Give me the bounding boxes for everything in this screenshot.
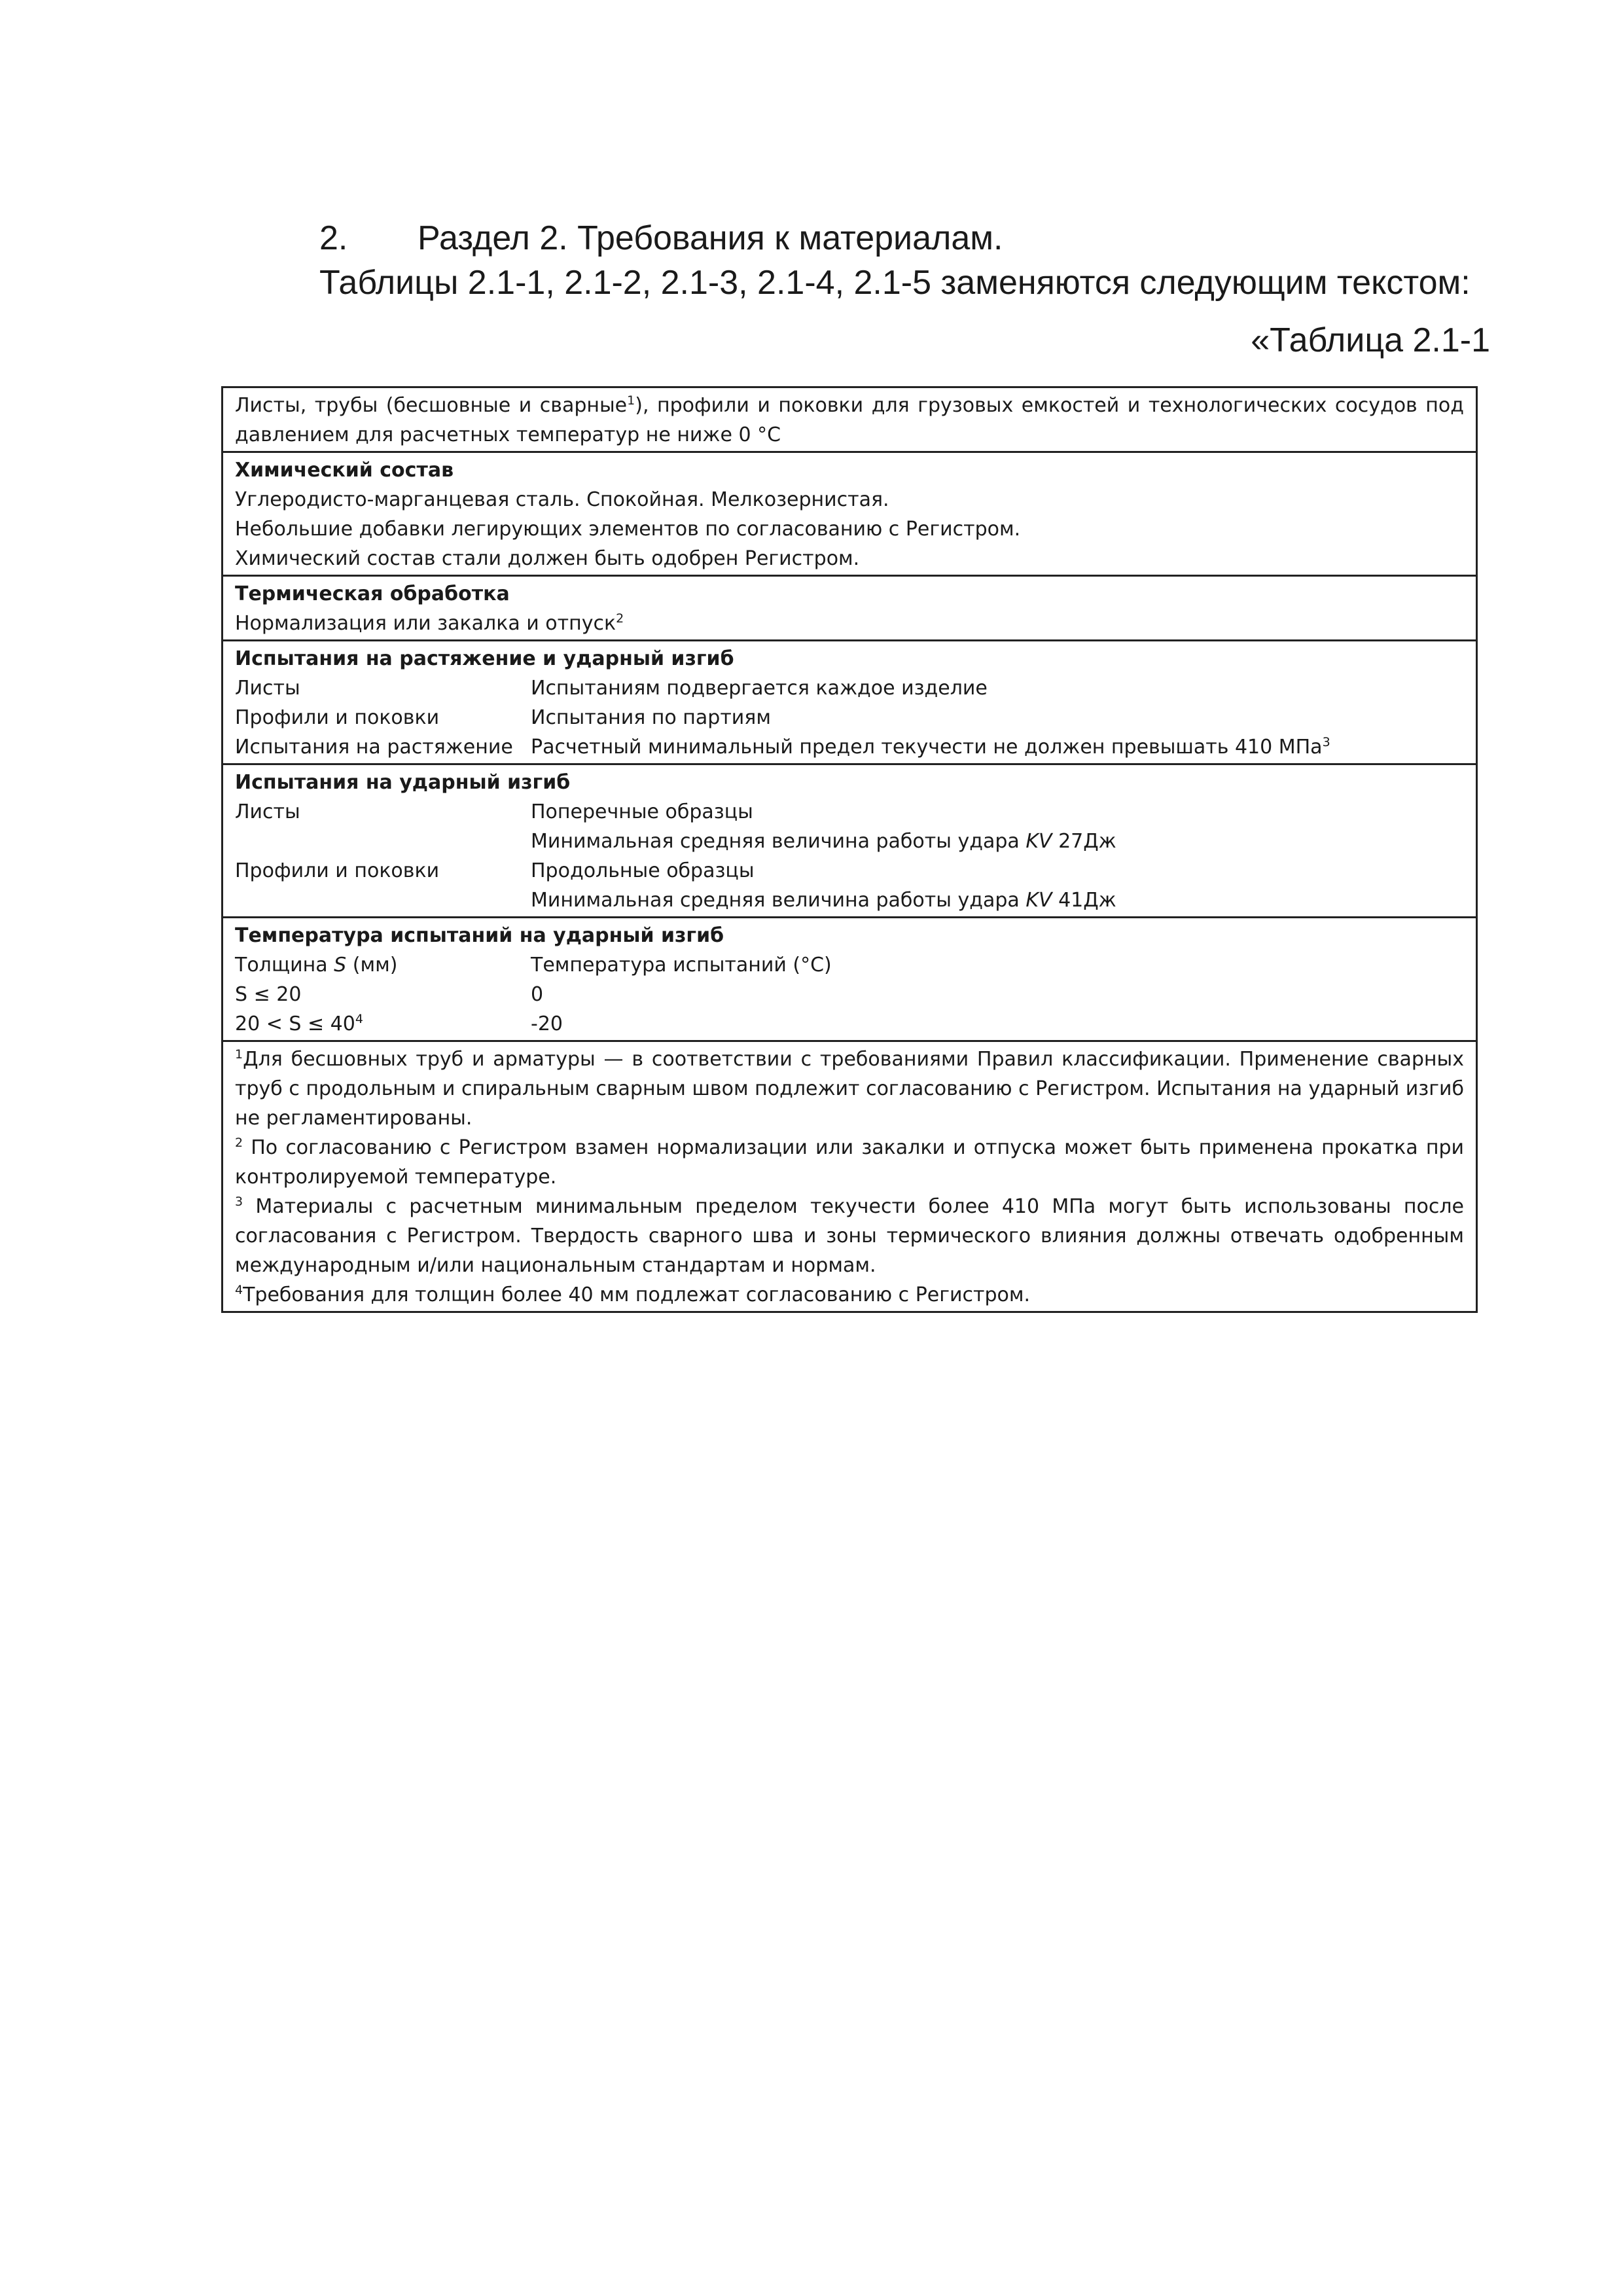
heat-section (223, 576, 1477, 641)
temp-row-label: S ≤ 20 (235, 983, 302, 1006)
temp-title: Температура испытаний на ударный изгиб (235, 924, 724, 947)
chem-cell (223, 452, 1477, 576)
impact-energy-prefix: Минимальная средняя величина работы удара (531, 889, 1026, 912)
temp-row-value: 0 (531, 983, 544, 1006)
impact-row-value: Поперечные образцы (531, 800, 753, 823)
impact-section (223, 764, 1477, 918)
impact-row-label-empty (235, 886, 531, 915)
footnote (235, 1280, 1464, 1310)
tensile-title: Испытания на растяжение и ударный изгиб (235, 647, 734, 670)
section-subtitle: Таблицы 2.1-1, 2.1-2, 2.1-3, 2.1-4, 2.1-5 заменяются следующим текстом: (319, 264, 1471, 302)
intro-text-b: ), профили и поковки для грузовых емкостей и технологических сосудов под давлением для расчетных температур не ниже 0 °С (235, 394, 1464, 446)
footnote-number: 2 (235, 1136, 243, 1150)
impact-row-value-wrap (531, 827, 1464, 856)
requirements-table (221, 386, 1478, 1313)
impact-energy-value: 27Дж (1052, 830, 1116, 853)
tensile-section (223, 641, 1477, 764)
tensile-row-label: Листы (235, 677, 300, 700)
tensile-row-value: Расчетный минимальный предел текучести не должен превышать 410 МПа (531, 736, 1323, 759)
intro-cell (223, 387, 1477, 452)
intro-footnote-ref: 1 (627, 393, 635, 408)
impact-row-label: Листы (235, 800, 300, 823)
temp-cell (223, 918, 1477, 1041)
impact-row (235, 856, 1464, 886)
section-number: 2. (319, 219, 348, 257)
temp-section (223, 918, 1477, 1041)
intro-text-a: Листы, трубы (бесшовные и сварные (235, 394, 628, 417)
temp-row-label: 20 < S ≤ 40 (235, 1013, 355, 1035)
tensile-row-label: Профили и поковки (235, 706, 440, 729)
tensile-row-value-wrap (531, 732, 1464, 762)
chem-title: Химический состав (235, 459, 454, 482)
table-label: «Таблица 2.1-1 (1251, 321, 1490, 359)
footnote (235, 1133, 1464, 1192)
temp-row (235, 1009, 1464, 1039)
heat-line (235, 609, 1464, 638)
tensile-row (235, 732, 1464, 762)
tensile-row-label: Испытания на растяжение (235, 736, 513, 759)
tensile-row (235, 703, 1464, 732)
chem-line: Углеродисто-марганцевая сталь. Спокойная. Мелкозернистая. (235, 488, 889, 511)
tensile-cell (223, 641, 1477, 764)
intro-row (223, 387, 1477, 452)
temp-row (235, 980, 1464, 1009)
footnote-number: 4 (235, 1283, 243, 1297)
chem-line: Химический состав стали должен быть одобрен Регистром. (235, 547, 860, 570)
chem-line: Небольшие добавки легирующих элементов по согласованию с Регистром. (235, 518, 1021, 541)
impact-energy-value: 41Дж (1052, 889, 1116, 912)
footnote-number: 1 (235, 1047, 243, 1062)
notes-section (223, 1041, 1477, 1312)
impact-energy-prefix: Минимальная средняя величина работы удара (531, 830, 1026, 853)
impact-kv-symbol: KV (1026, 830, 1052, 853)
temp-footnote-ref: 4 (355, 1012, 363, 1026)
impact-row (235, 797, 1464, 827)
section-title: Раздел 2. Требования к материалам. (418, 219, 1003, 257)
footnote-text: Требования для толщин более 40 мм подлежат согласованию с Регистром. (243, 1283, 1031, 1306)
footnote (235, 1192, 1464, 1280)
tensile-row (235, 673, 1464, 703)
footnote-text: Для бесшовных труб и арматуры — в соответствии с требованиями Правил классификации. Применение сварных труб с продольным и спиральным сварным швом подлежит согласованию с Регистром. Испытания на ударный изгиб не регламентированы. (235, 1048, 1464, 1130)
notes-cell (223, 1041, 1477, 1312)
footnote (235, 1045, 1464, 1133)
temp-header-s: S (334, 954, 347, 977)
impact-row-label-empty (235, 827, 531, 856)
temp-row-label-wrap (235, 1009, 531, 1039)
impact-kv-symbol: KV (1026, 889, 1052, 912)
temp-header-prefix: Толщина (235, 954, 334, 977)
heat-title: Термическая обработка (235, 583, 510, 605)
temp-header-value: Температура испытаний (°С) (531, 954, 832, 977)
heat-footnote-ref: 2 (616, 611, 624, 626)
heat-cell (223, 576, 1477, 641)
temp-header-suffix: (мм) (346, 954, 398, 977)
temp-row-value: -20 (531, 1013, 563, 1035)
impact-row (235, 827, 1464, 856)
tensile-footnote-ref: 3 (1322, 735, 1330, 749)
impact-title: Испытания на ударный изгиб (235, 771, 571, 794)
temp-header-row (235, 950, 1464, 980)
chem-section (223, 452, 1477, 576)
heat-text: Нормализация или закалка и отпуск (235, 612, 616, 635)
tensile-row-value: Испытаниям подвергается каждое изделие (531, 677, 988, 700)
impact-cell (223, 764, 1477, 918)
impact-row-value: Продольные образцы (531, 859, 755, 882)
footnote-number: 3 (235, 1194, 243, 1209)
impact-row-value-wrap (531, 886, 1464, 915)
tensile-row-value: Испытания по партиям (531, 706, 771, 729)
footnote-text: Материалы с расчетным минимальным пределом текучести более 410 МПа могут быть использованы после согласования с Регистром. Твердость сварного шва и зоны термического влияния должны отвечать одобренным международным и/или национальным стандартам и нормам. (235, 1195, 1464, 1277)
footnote-text: По согласованию с Регистром взамен нормализации или закалки и отпуска может быть применена прокатка при контролируемой температуре. (235, 1136, 1464, 1189)
impact-row (235, 886, 1464, 915)
temp-header-label (235, 950, 531, 980)
impact-row-label: Профили и поковки (235, 859, 440, 882)
